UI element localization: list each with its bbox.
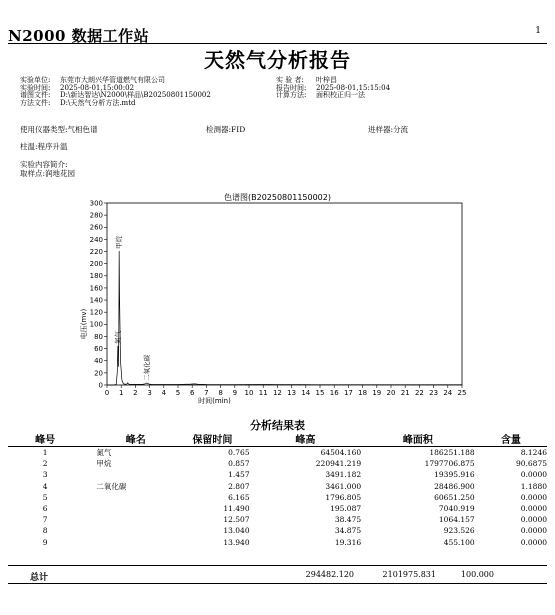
cell-peak-height: 195.087 [330, 504, 362, 514]
content-label: 实验内容简介: [20, 160, 68, 169]
cell-content: 8.1246 [520, 448, 547, 458]
cell-content: 0.0000 [520, 504, 547, 514]
x-tick-label: 1 [118, 389, 124, 397]
cell-content: 90.6875 [515, 459, 547, 469]
header-content: 含量 [475, 430, 547, 447]
header-retention-time: 保留时间 [175, 430, 249, 447]
y-tick-label: 20 [94, 369, 103, 378]
results-table [8, 430, 547, 548]
x-tick-label: 17 [343, 389, 353, 397]
instrument-type-value: 气相色谱 [67, 125, 98, 134]
column-temp-value: 程序升温 [37, 142, 68, 151]
table-row [8, 481, 547, 492]
plot-frame [107, 203, 462, 385]
cell-peak-area: 19395.916 [434, 470, 475, 480]
table-row [8, 503, 547, 514]
y-tick-label: 220 [89, 247, 103, 256]
table-row [8, 469, 547, 480]
x-tick-label: 2 [133, 389, 138, 397]
y-tick-label: 80 [94, 332, 103, 341]
table-row [8, 525, 547, 536]
report-time-label: 报告时间: [276, 83, 307, 92]
table-row [8, 458, 547, 469]
x-tick-label: 22 [414, 389, 424, 397]
cell-peak-no: 1 [42, 448, 48, 458]
y-tick-label: 120 [89, 308, 103, 317]
cell-retention-time: 0.765 [228, 448, 250, 458]
total-area: 2101975.831 [382, 570, 436, 579]
cell-retention-time: 12.507 [223, 515, 250, 525]
y-tick-label: 0 [98, 381, 103, 390]
x-tick-label: 0 [104, 389, 110, 397]
peak-label: 二氧化碳 [142, 354, 151, 381]
chart-title: 色谱图(B20250801150002) [224, 193, 331, 202]
cell-peak-no: 3 [42, 470, 48, 480]
x-tick-label: 7 [204, 389, 209, 397]
cell-peak-no: 4 [42, 481, 48, 491]
cell-retention-time: 13.040 [223, 526, 250, 536]
injector [368, 124, 408, 135]
injector-label: 进样器: [368, 125, 394, 134]
x-tick-label: 12 [272, 389, 282, 397]
instrument-type [20, 124, 98, 135]
method-value: D:\天然气分析方法.mtd [60, 98, 136, 107]
y-tick-label: 280 [89, 211, 103, 220]
app-name: N2000 数据工作站 [8, 27, 150, 45]
cell-retention-time: 2.807 [228, 481, 250, 491]
cell-peak-area: 455.100 [443, 537, 475, 547]
total-height: 294482.120 [305, 570, 354, 579]
header-peak-height: 峰高 [250, 430, 362, 447]
cell-peak-no: 9 [42, 537, 48, 547]
x-tick-label: 20 [386, 389, 396, 397]
info-right [276, 77, 390, 100]
cell-peak-height: 3461.000 [325, 481, 362, 491]
x-tick-label: 3 [147, 389, 152, 397]
cell-peak-name: 甲烷 [96, 459, 112, 469]
report-time-value: 2025-08-01,15:15:04 [316, 83, 391, 92]
sample-point [20, 168, 75, 179]
column-temp-label: 柱温: [20, 142, 38, 151]
cell-peak-height: 3491.182 [325, 470, 362, 480]
cell-retention-time: 13.940 [223, 537, 250, 547]
time-value: 2025-08-01,15:00:02 [60, 83, 135, 92]
total-content: 100.000 [460, 570, 494, 579]
cell-peak-height: 1796.805 [325, 492, 362, 502]
cell-content: 0.0000 [520, 515, 547, 525]
cell-content: 0.0000 [520, 470, 547, 480]
x-tick-label: 19 [372, 389, 382, 397]
x-tick-label: 16 [329, 389, 339, 397]
table-row [8, 447, 547, 459]
calc-value: 面积校正归一法 [316, 91, 365, 99]
unit-value: 东莞市大朗兴华管道燃气有限公司 [60, 76, 165, 84]
cell-peak-name [82, 525, 175, 536]
detector-value: FID [231, 125, 246, 134]
detector-label: 检测器: [206, 125, 232, 134]
report-title: 天然气分析报告 [204, 48, 351, 72]
y-tick-label: 100 [89, 320, 103, 329]
y-tick-label: 140 [89, 296, 103, 305]
x-axis-label: 时间(min) [198, 397, 231, 405]
x-tick-label: 18 [358, 389, 368, 397]
column-temp [20, 141, 68, 152]
method-label: 方法文件: [20, 98, 51, 107]
results-title: 分析结果表 [250, 419, 305, 432]
info-left [20, 77, 211, 107]
chromatogram-chart [0, 195, 555, 415]
cell-peak-height: 64504.160 [320, 448, 362, 458]
sample-point-label: 取样点: [20, 169, 46, 178]
header-peak-area: 峰面积 [361, 430, 475, 447]
header-peak-no: 峰号 [8, 430, 82, 447]
x-tick-label: 21 [400, 389, 410, 397]
y-axis-label: 电压(mv) [80, 308, 88, 340]
x-tick-label: 10 [244, 389, 254, 397]
cell-peak-name [82, 469, 175, 480]
person-value: 叶梓昌 [316, 76, 337, 84]
time-label: 实验时间: [20, 83, 51, 92]
spectrum-value: D:\新达智达\N2000\样品\B20250801150002 [60, 91, 211, 99]
x-tick-label: 15 [315, 389, 325, 397]
peak-label: 甲烷 [115, 235, 124, 249]
table-row [8, 492, 547, 503]
cell-peak-name [82, 492, 175, 503]
person-label: 实 验 者: [276, 76, 304, 84]
results-header-row [8, 430, 547, 447]
cell-peak-height: 19.316 [334, 537, 362, 547]
x-tick-label: 14 [301, 389, 311, 397]
page-number: 1 [535, 26, 541, 36]
cell-retention-time: 0.857 [228, 459, 250, 469]
cell-content: 0.0000 [520, 526, 547, 536]
calc-label: 计算方法: [276, 91, 307, 99]
cell-retention-time: 11.490 [223, 504, 250, 514]
cell-peak-name: 氮气 [96, 448, 112, 458]
x-tick-label: 8 [218, 389, 223, 397]
table-row [8, 537, 547, 548]
unit-label: 实验单位: [20, 76, 51, 84]
cell-peak-area: 7040.919 [438, 504, 475, 514]
x-tick-label: 6 [189, 389, 195, 397]
chromatogram-trace [107, 251, 462, 385]
cell-retention-time: 6.165 [228, 492, 250, 502]
cell-peak-area: 923.526 [443, 526, 475, 536]
y-tick-label: 200 [89, 260, 103, 269]
x-tick-label: 24 [443, 389, 453, 397]
cell-peak-height: 34.875 [334, 526, 362, 536]
cell-content: 0.0000 [520, 492, 547, 502]
cell-peak-no: 6 [42, 504, 48, 514]
cell-peak-height: 220941.219 [315, 459, 362, 469]
x-tick-label: 25 [457, 389, 467, 397]
y-tick-label: 180 [89, 272, 103, 281]
y-tick-label: 40 [94, 357, 103, 366]
total-label: 总计 [30, 573, 49, 583]
x-tick-label: 23 [429, 389, 439, 397]
cell-peak-height: 38.475 [334, 515, 362, 525]
cell-peak-no: 7 [42, 515, 48, 525]
total-divider-top [8, 565, 547, 566]
cell-peak-area: 1064.157 [438, 515, 475, 525]
cell-retention-time: 1.457 [228, 470, 250, 480]
y-tick-label: 160 [89, 284, 103, 293]
detector [206, 124, 245, 135]
x-tick-label: 11 [258, 389, 268, 397]
injector-value: 分流 [393, 125, 409, 134]
cell-peak-name [82, 514, 175, 525]
sample-point-value: 润地花园 [45, 169, 76, 178]
cell-peak-no: 5 [42, 492, 48, 502]
y-tick-label: 300 [89, 199, 103, 208]
cell-peak-area: 186251.188 [429, 448, 475, 458]
peak-label: 氮气 [113, 330, 122, 344]
total-divider-bottom [8, 583, 547, 584]
instrument-type-label: 使用仪器类型: [20, 125, 68, 134]
y-tick-label: 260 [89, 223, 103, 232]
header-peak-name: 峰名 [82, 430, 175, 447]
cell-content: 1.1880 [520, 481, 547, 491]
y-tick-label: 60 [94, 345, 103, 353]
cell-peak-name [82, 537, 175, 548]
x-tick-label: 13 [287, 389, 297, 397]
cell-peak-area: 60651.250 [434, 492, 475, 502]
x-tick-label: 9 [232, 389, 238, 397]
cell-peak-no: 8 [42, 526, 48, 536]
cell-peak-area: 28486.900 [434, 481, 475, 491]
x-tick-label: 4 [161, 389, 167, 397]
cell-peak-area: 1797706.875 [424, 459, 475, 469]
x-tick-label: 5 [175, 389, 181, 397]
spectrum-label: 谱图文件: [20, 91, 51, 99]
cell-peak-name: 二氧化碳 [96, 481, 127, 491]
cell-peak-name [82, 503, 175, 514]
cell-peak-no: 2 [42, 459, 48, 469]
y-tick-label: 240 [89, 235, 103, 244]
table-row [8, 514, 547, 525]
cell-content: 0.0000 [520, 537, 547, 547]
